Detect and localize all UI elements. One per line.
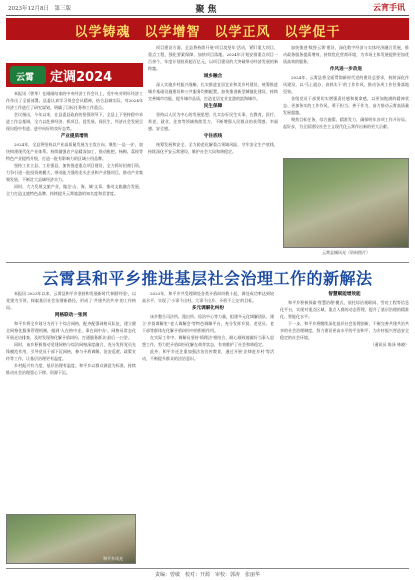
article1-paragraph: 坚持以人民为中心的发展思想，扎实办好民生实事，在教育、医疗、养老、就业、住房等领域持续发力，不断增强人民群众的获得感、幸福感、安全感。 (148, 112, 278, 131)
page-footer (0, 570, 415, 580)
section-title: 聚焦 (195, 5, 220, 15)
article1-subheading: 产业提质增效 (60, 134, 89, 139)
article2-column-2 (142, 290, 274, 564)
header-rule (6, 15, 409, 16)
article1-paragraph: 聚焦目标任务，综合施策、精准发力，确保明年各项工作开好局、起好步，为全面建设社会主义现代化云霄作出新的更大贡献。 (283, 117, 409, 129)
article1-paragraph: 2024年，全县将坚持以产业高质量发展为主攻方向，聚焦'一县一业'，加快构建现代化产业体系。持续做强农产品精深加工，推动枇杷、杨梅、荔枝等特色产业提档升级，打造一批有影响力的区域公用品牌。 (6, 142, 143, 161)
article1-paragraph: 会议指出，今年以来，在县委县政府的坚强领导下，全县上下坚持稳中求进工作总基调，全力以赴拼经济、抓项目、促发展、保民生，经济社会发展呈现出稳中有进、进中向好的良好态势。 (6, 112, 143, 131)
article2-byline: （通讯员 陈泽 林晓） (370, 342, 409, 347)
county-seal (10, 66, 46, 84)
article1-paragraph: 深入实施乡村振兴战略，扎实推进宜居宜业和美乡村建设，统筹推进城乡基础设施建设和公共服务均衡配置。加快推进新型城镇化建设，持续完善城市功能，提升城市品质，打造宜居宜业宜游的滨海城市。 (148, 82, 278, 101)
article1-paragraph: 统筹发展和安全，全力防范化解重点领域风险，守牢安全生产底线，持续深化平安云霄建设，维护社会大局和谐稳定。 (148, 142, 278, 154)
article2-subheading: 多元调解化纠纷 (191, 306, 225, 311)
page-header (0, 0, 415, 17)
issue-date-page: 2023年12月8日 第三版 (8, 6, 71, 12)
town-photo-caption: 和平乡风光 (103, 556, 123, 561)
slogan-banner (6, 18, 409, 40)
county-photo (283, 158, 409, 248)
article2-headline: 云霄县和平乡推进基层社会治理工作的新解法 (42, 269, 373, 288)
article1-paragraph: 加快推进'数智云霄'建设，深化数字经济与实体经济融合发展，推动政务服务提质增效，持续优化营商环境，为市场主体发展提供更加优质高效的服务。 (283, 45, 409, 64)
article2-paragraph: 本报讯 2023年以来，云霄县和平乡坚持和发展新时代'枫桥经验'，以党建为引领，探索基层社会治理新路径，形成了'共建共治共享'的工作格局。 (6, 291, 136, 310)
article1-paragraph: 各级党员干部要切实增强责任感和使命感，以更加饱满的精神状态、更加务实的工作作风，勇于担当、善于作为，奋力推动云霄高质量发展超越。 (283, 96, 409, 115)
article1-subheading: 城乡融合 (203, 74, 223, 79)
article2-paragraph: 在实际工作中，调解员坚持'情理法'相结合，耐心细致地做好当事人思想工作，努力把矛盾纠纷化解在萌芽状态，有效维护了社会和谐稳定。 (142, 335, 274, 347)
article2-paragraph: 乡村振兴有力度，基层治理有温度。和平乡以群众满意为标准，持续推动社会治理重心下移、资源下沉。 (6, 363, 136, 375)
article1-paragraph: 2024年，云霄县将全面贯彻新时代党的建设总要求，持续深化作风建设，以'马上就办、真抓实干'的工作作风，推动各项工作任务落地见效。 (283, 75, 409, 94)
masthead-brand: 云宵手讯 (373, 2, 405, 12)
article2-paragraph: 和平乡将全乡划分为若干个综合网格，配齐配强网格员队伍，建立健全网格化服务管理机制，做到'人在格中走、事在网中办'。网格员常态化开展走访排查，及时发现和化解矛盾纠纷，打通服务群众'最后一公里'。 (6, 321, 136, 340)
article2-paragraph: 同时，该乡积极推动党建网格与综治网格深度融合，充分发挥党员先锋模范作用，引导党员干部下沉网格，参与矛盾调解、治安巡逻、政策宣传等工作，让基层治理更有温度。 (6, 342, 136, 361)
seal-text: 云霄 (16, 73, 35, 83)
article2-column-3 (280, 290, 409, 564)
article2-paragraph: 2023年，和平乡共受理调处各类矛盾纠纷数十起，调处成功率达到较高水平，实现了'小事不出村、大事不出乡、矛盾不上交'的目标。 (142, 291, 274, 303)
footer-rule (6, 568, 409, 569)
slogan-text: 以学铸魂 以学增智 以学正风 以学促干 (74, 25, 341, 40)
article1-subheading: 守住底线 (203, 134, 223, 139)
article2-paragraph: 下一步，和平乡将继续深化基层社会治理创新，不断完善共建共治共享的社会治理制度，努力建设更高水平的平安和平，为乡村振兴营造安全稳定的社会环境。 (280, 321, 409, 340)
article1-paragraph: 本报讯（曾华）在刚刚结束的中央经济工作会议上，党中央对明年经济工作作出了全面部署。县委认真学习领会会议精神，结合县域实际，对2024年经济工作进行了研究谋划，明确了目标任务和工作重点。 (6, 91, 143, 110)
article2-column-1 (6, 290, 136, 510)
feature-title: 定调2024 (50, 70, 113, 85)
feature-band (6, 63, 143, 87)
editor-credits: 责编：曾敏 校对：开源 审校：郭涛 张丽华 (154, 572, 260, 578)
article1-paragraph: 坚持工业立县、工业强县，加快推进重点项目建设，全力抓好招商引资，力争引进一批投资规模大、带动能力强的龙头企业和产业链项目，推动产业集聚发展，不断壮大县域经济实力。 (6, 163, 143, 182)
photo-caption: 云霄县城风光（资料图片） (322, 250, 370, 255)
article1-column-1 (6, 90, 143, 260)
article2-paragraph: 该乡整合司法所、派出所、综治中心等力量，组建多元化调解团队，建立'乡贤调解室''老人调解会'等特色调解平台，充分发挥乡贤、老党员、老干部等群体在化解矛盾纠纷中的积极作用。 (142, 314, 274, 333)
article2-paragraph: 此外，和平乡还注重加强法治宣传教育，通过开展'法律进乡村'等活动，不断提升群众的法治意识。 (142, 349, 274, 361)
article2-subheading: 网格联动一张网 (54, 313, 88, 318)
article2-paragraph: 和平乡积极探索'智慧治理'模式，依托综治视联网、雪亮工程等信息化平台，实现对重点区域、重点人群的动态管理，提升了基层治理的精准化、智能化水平。 (280, 300, 409, 319)
article1-subheading: 民生保障 (203, 104, 223, 109)
article1-subheading: 作风进一步改进 (329, 67, 363, 72)
article1-column-3 (283, 44, 409, 154)
article1-paragraph: 同时，大力发展文旅产业，做足'山、海、城'文章，推动文旅融合发展，全力打造文旅特色品牌，持续提升云霄旅游的知名度和美誉度。 (6, 184, 143, 196)
section-divider (6, 262, 409, 263)
article1-column-2 (148, 44, 278, 260)
article2-subheading: 智慧赋能增效能 (328, 292, 361, 297)
article1-paragraph: 项目建设方面，全县将持续开展'项目攻坚年'活动，紧盯重大项目、重点工程，强化要素保障，加快项目落地。2024年计划安排重点项目一百余个，年度计划投资超百亿元，以项目建设的大突破带动经济发展的新跨越。 (148, 45, 278, 71)
